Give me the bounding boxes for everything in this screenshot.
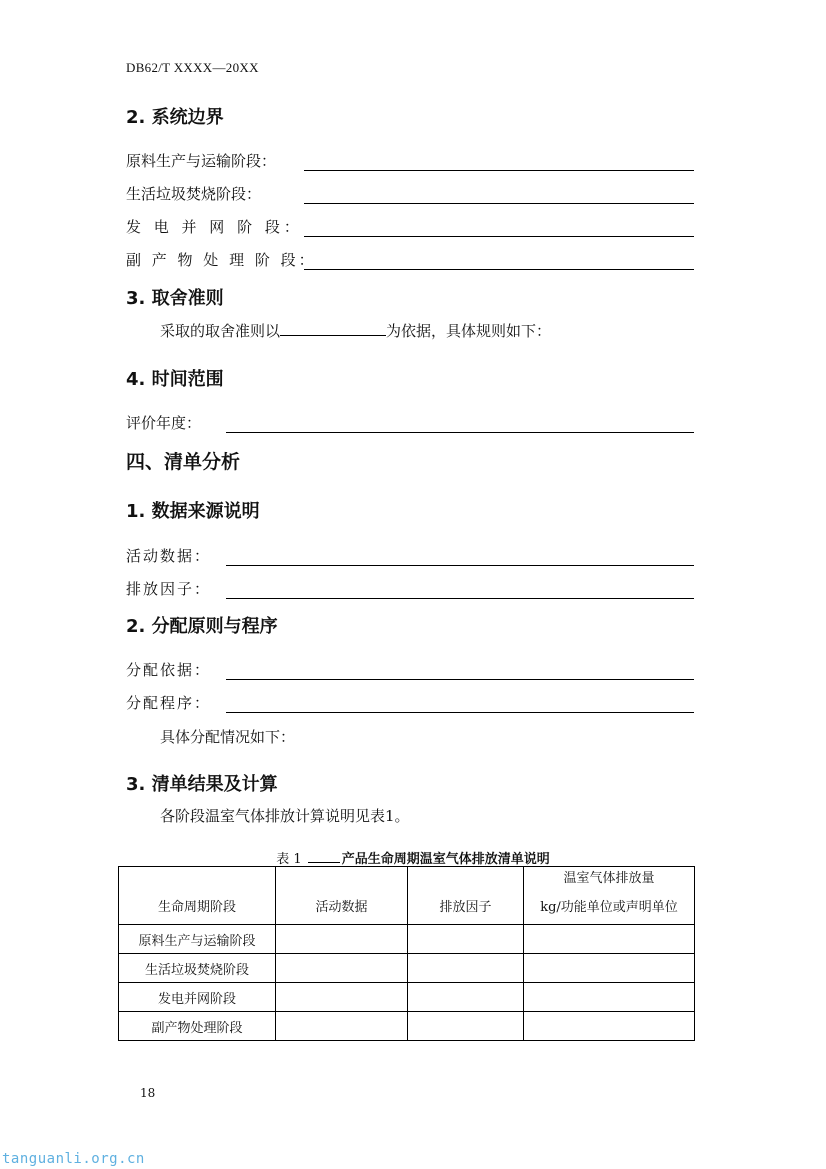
cell-stage: 生活垃圾焚烧阶段 bbox=[119, 954, 276, 983]
header-activity-data: 活动数据 bbox=[276, 867, 408, 925]
results-note: 各阶段温室气体排放计算说明见表1。 bbox=[160, 807, 410, 825]
heading-cutoff: 3. 取舍准则 bbox=[126, 288, 224, 309]
heading-inventory-analysis: 四、清单分析 bbox=[126, 451, 241, 473]
header-ghg-emission-line2: kg/功能单位或声明单位 bbox=[540, 900, 678, 915]
heading-data-source: 1. 数据来源说明 bbox=[126, 501, 260, 522]
table-caption-text: 产品生命周期温室气体排放清单说明 bbox=[341, 852, 550, 867]
field-label-activity-data: 活动数据： bbox=[126, 547, 212, 565]
cell-ghg-emission[interactable] bbox=[524, 1012, 695, 1041]
fill-line-byproduct[interactable] bbox=[304, 269, 694, 270]
table-row bbox=[119, 983, 695, 1012]
table-row bbox=[119, 1012, 695, 1041]
fill-line-allocation-basis[interactable] bbox=[226, 679, 694, 680]
field-label-byproduct: 副 产 物 处 理 阶 段： bbox=[126, 251, 317, 269]
table-header-row bbox=[119, 867, 695, 925]
heading-inventory-results: 3. 清单结果及计算 bbox=[126, 774, 278, 795]
table-caption-blank[interactable] bbox=[308, 850, 340, 863]
table-row bbox=[119, 954, 695, 983]
heading-allocation: 2. 分配原则与程序 bbox=[126, 616, 278, 637]
fill-line-grid[interactable] bbox=[304, 236, 694, 237]
header-stage: 生命周期阶段 bbox=[119, 867, 276, 925]
field-label-year: 评价年度： bbox=[126, 414, 202, 432]
cell-emission-factor[interactable] bbox=[408, 1012, 524, 1041]
cell-stage: 原料生产与运输阶段 bbox=[119, 925, 276, 954]
field-label-emission-factor: 排放因子： bbox=[126, 580, 212, 598]
fill-line-activity-data[interactable] bbox=[226, 565, 694, 566]
table-caption bbox=[0, 848, 826, 867]
cell-activity-data[interactable] bbox=[276, 1012, 408, 1041]
cell-emission-factor[interactable] bbox=[408, 954, 524, 983]
cell-emission-factor[interactable] bbox=[408, 983, 524, 1012]
fill-line-year[interactable] bbox=[226, 432, 694, 433]
cell-emission-factor[interactable] bbox=[408, 925, 524, 954]
field-label-grid: 发 电 并 网 阶 段： bbox=[126, 218, 303, 236]
fill-line-allocation-procedure[interactable] bbox=[226, 712, 694, 713]
cell-ghg-emission[interactable] bbox=[524, 954, 695, 983]
cutoff-text-before: 采取的取舍准则以 bbox=[160, 322, 281, 340]
table-caption-prefix: 表 1 bbox=[276, 852, 302, 867]
header-emission-factor: 排放因子 bbox=[408, 867, 524, 925]
field-label-raw-material: 原料生产与运输阶段： bbox=[126, 152, 277, 170]
cell-stage: 副产物处理阶段 bbox=[119, 1012, 276, 1041]
field-label-incineration: 生活垃圾焚烧阶段： bbox=[126, 185, 262, 203]
field-label-allocation-basis: 分配依据： bbox=[126, 661, 212, 679]
cutoff-blank[interactable] bbox=[280, 320, 386, 336]
heading-system-boundary: 2. 系统边界 bbox=[126, 107, 224, 128]
inventory-table bbox=[118, 866, 695, 1041]
fill-line-raw-material[interactable] bbox=[304, 170, 694, 171]
cell-ghg-emission[interactable] bbox=[524, 983, 695, 1012]
cell-ghg-emission[interactable] bbox=[524, 925, 695, 954]
field-label-allocation-procedure: 分配程序： bbox=[126, 694, 212, 712]
page-number: 18 bbox=[140, 1086, 156, 1100]
allocation-note: 具体分配情况如下： bbox=[160, 728, 296, 746]
heading-time-scope: 4. 时间范围 bbox=[126, 369, 224, 390]
cell-stage: 发电并网阶段 bbox=[119, 983, 276, 1012]
header-ghg-emission-line1: 温室气体排放量 bbox=[563, 871, 655, 886]
cell-activity-data[interactable] bbox=[276, 954, 408, 983]
fill-line-incineration[interactable] bbox=[304, 203, 694, 204]
cutoff-text-after: 为依据，具体规则如下： bbox=[386, 322, 552, 340]
document-code: DB62/T XXXX—20XX bbox=[126, 60, 259, 75]
cell-activity-data[interactable] bbox=[276, 983, 408, 1012]
table-row bbox=[119, 925, 695, 954]
header-ghg-emission bbox=[524, 867, 695, 925]
cell-activity-data[interactable] bbox=[276, 925, 408, 954]
fill-line-emission-factor[interactable] bbox=[226, 598, 694, 599]
watermark: tanguanli.org.cn bbox=[2, 1151, 145, 1167]
